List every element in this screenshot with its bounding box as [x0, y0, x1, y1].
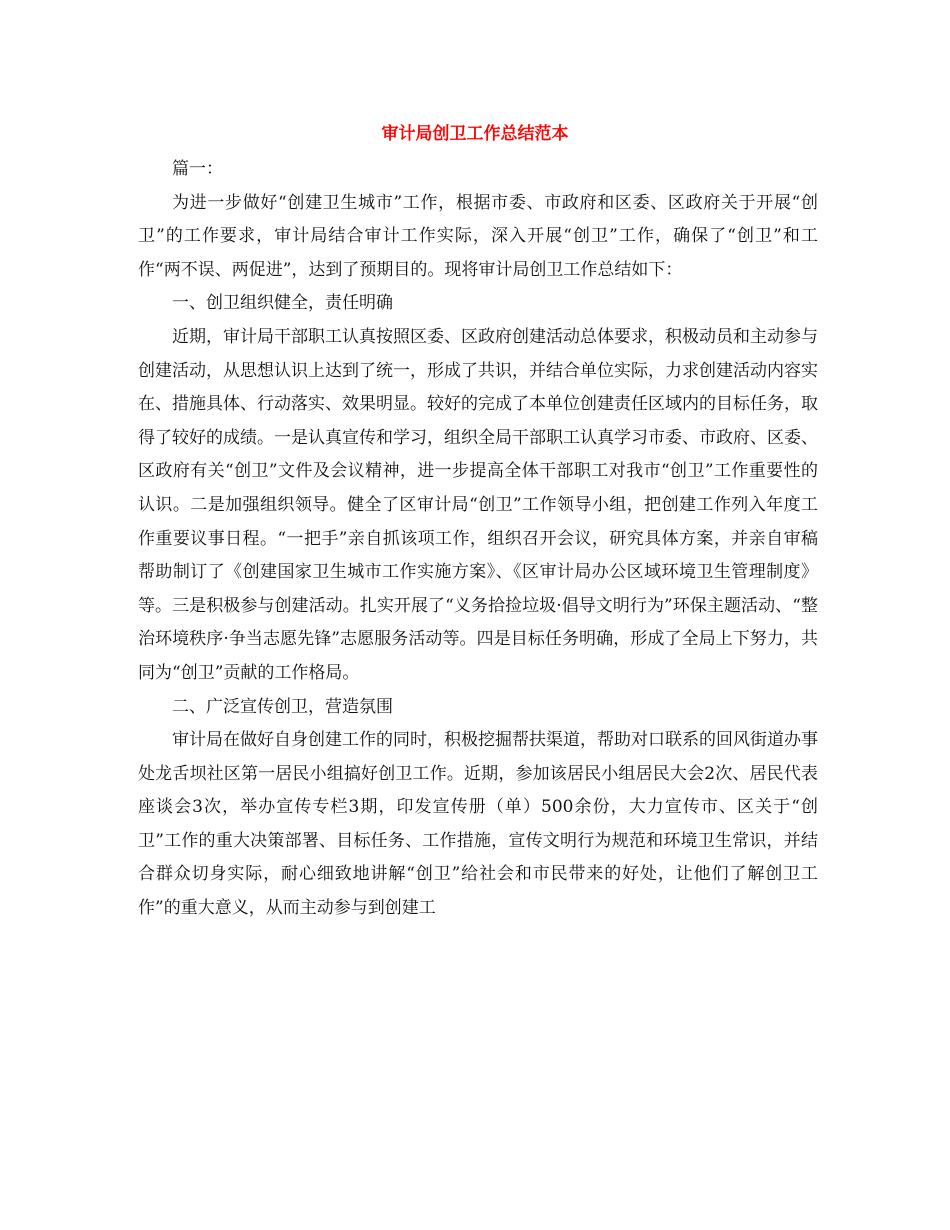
section-label: 篇一： [172, 159, 223, 179]
section-heading-1: 一、创卫组织健全，责任明确 [172, 293, 393, 314]
intro-paragraph: 为进一步做好“创建卫生城市”工作，根据市委、市政府和区委、区政府关于开展“创卫”的工作要求，审计局结合审计工作实际，深入开展“创卫”工作，确保了“创卫”和工作“两不误、两促进”，达到了预期目的。现将审计局创卫工作总结如下： [138, 192, 818, 280]
document-title: 审计局创卫工作总结范本 [381, 124, 569, 144]
body-paragraph-2: 审计局在做好自身创建工作的同时，积极挖掘帮扶渠道，帮助对口联系的回风街道办事处龙舌坝社区第一居民小组搞好创卫工作。近期，参加该居民小组居民大会2次、居民代表座谈会3次，举办宣传专栏3期，印发宣传册（单）500余份，大力宣传市、区关于“创卫”工作的重大决策部署、目标任务、工作措施，宣传文明行为规范和环境卫生常识，并结合群众切身实际，耐心细致地讲解“创卫”给社会和市民带来的好处，让他们了解创卫工作”的重大意义，从而主动参与到创建工 [138, 730, 818, 919]
body-paragraph-1: 近期，审计局干部职工认真按照区委、区政府创建活动总体要求，积极动员和主动参与创建活动，从思想认识上达到了统一，形成了共识，并结合单位实际，力求创建活动内容实在、措施具体、行动落实、效果明显。较好的完成了本单位创建责任区域内的目标任务，取得了较好的成绩。一是认真宣传和学习，组织全局干部职工认真学习市委、市政府、区委、区政府有关“创卫”文件及会议精神，进一步提高全体干部职工对我市“创卫”工作重要性的认识。二是加强组织领导。健全了区审计局“创卫”工作领导小组，把创建工作列入年度工作重要议事日程。“一把手”亲自抓该项工作，组织召开会议，研究具体方案，并亲自审稿帮助制订了《创建国家卫生城市工作实施方案》、《区审计局办公区域环境卫生管理制度》等。三是积极参与创建活动。扎实开展了“义务拾捡垃圾·倡导文明行为”环保主题活动、“整治环境秩序·争当志愿先锋”志愿服务活动等。四是目标任务明确，形成了全局上下努力，共同为“创卫”贡献的工作格局。 [138, 326, 818, 683]
document-body [138, 153, 818, 926]
section-heading-2: 二、广泛宣传创卫，营造氛围 [172, 696, 393, 717]
